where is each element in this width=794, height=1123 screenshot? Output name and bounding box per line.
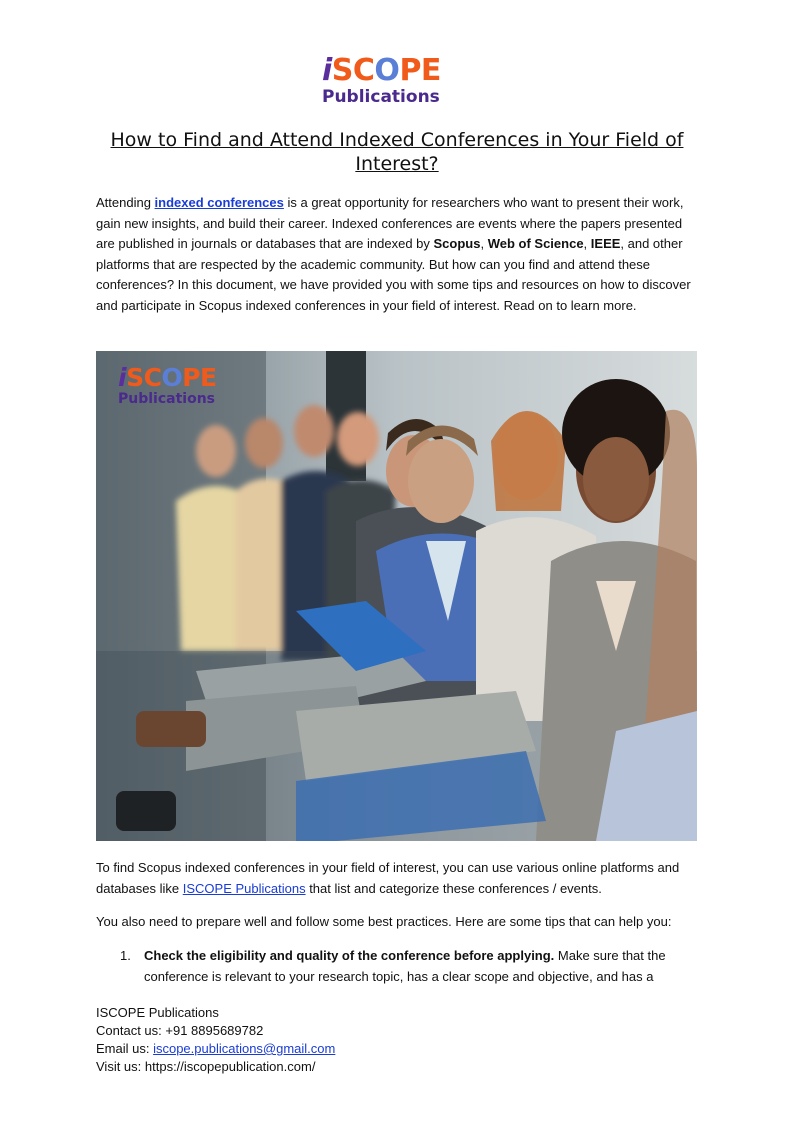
footer-org: ISCOPE Publications — [96, 1005, 219, 1020]
conference-audience-image — [96, 351, 697, 841]
tip-text: Make sure that the conference is relevant to your research topic, has a clear scope and objective, and has a — [144, 948, 666, 984]
logo-subtitle: Publications — [322, 87, 440, 107]
footer-visit: Visit us: https://iscopepublication.com/ — [96, 1059, 316, 1074]
logo-wordmark: iSCOPE — [322, 53, 441, 88]
photo-watermark-logo: iSCOPE Publications — [118, 363, 217, 407]
list-number: 1. — [120, 948, 131, 963]
page-title: How to Find and Attend Indexed Conferences in Your Field of Interest? — [110, 129, 684, 175]
iscope-logo — [322, 54, 456, 110]
email-link[interactable]: iscope.publications@gmail.com — [153, 1041, 336, 1056]
tips-list — [96, 946, 698, 987]
tip-heading: Check the eligibility and quality of the conference before applying. — [144, 948, 555, 963]
scopus-bold: Scopus — [433, 236, 481, 252]
list-item — [96, 946, 698, 987]
platforms-paragraph: To find Scopus indexed conferences in your field of interest, you can use various online platforms and databases like ISCOPE Publications that list and categorize these conferences / events. — [96, 860, 680, 896]
iscope-publications-link[interactable]: ISCOPE Publications — [182, 880, 306, 896]
indexed-conferences-link[interactable]: indexed conferences — [154, 195, 284, 210]
intro-paragraph: Attending indexed conferences is a great opportunity for researchers who want to present their work, gain new insights, and build their career. Indexed conferences are events where the papers presented are published in journals or databases that are indexed by Scopus, Web of Science, IEEE, and other platforms that are respected by the academic community. But how can you find and attend these conferences? In this document, we have provided you with some tips and resources on how to discover and participate in Scopus indexed conferences in your field of interest. Read on to learn more. — [96, 195, 691, 313]
conference-photo — [96, 351, 697, 841]
page-footer — [96, 1004, 335, 1076]
tips-intro-paragraph: You also need to prepare well and follow some best practices. Here are some tips that can help you: — [96, 914, 672, 929]
footer-contact: Contact us: +91 8895689782 — [96, 1023, 264, 1038]
footer-email-line: Email us: iscope.publications@gmail.com — [96, 1041, 336, 1056]
ieee-bold: IEEE — [590, 236, 621, 252]
wos-bold: Web of Science — [487, 236, 584, 252]
